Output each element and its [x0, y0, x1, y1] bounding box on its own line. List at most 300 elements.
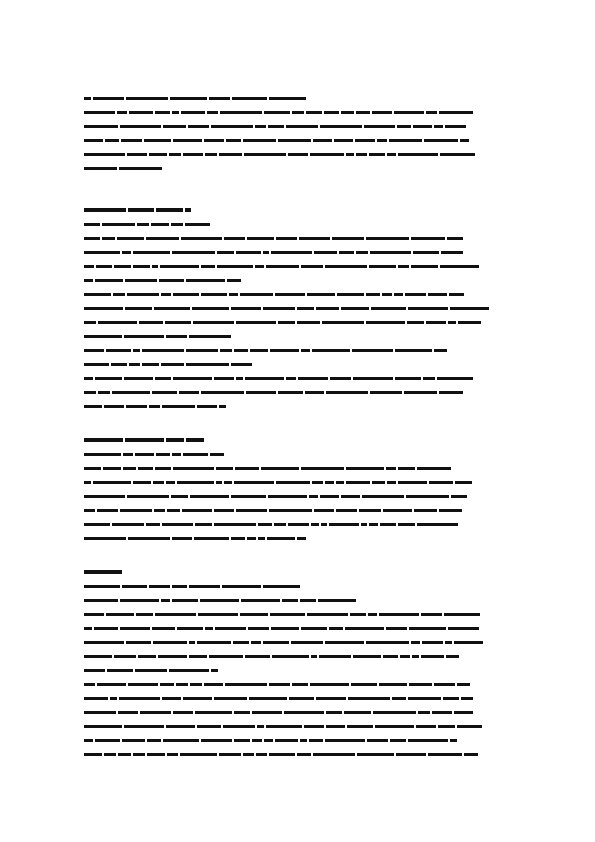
- text-word: [321, 523, 327, 526]
- text-word: [348, 697, 390, 700]
- text-word: [155, 377, 171, 380]
- text-word: [444, 613, 480, 616]
- text-word: [461, 697, 473, 700]
- text-word: [214, 377, 234, 380]
- text-word: [351, 683, 377, 686]
- text-word: [84, 391, 96, 394]
- text-word: [162, 405, 195, 408]
- text-word: [394, 293, 403, 296]
- text-word: [138, 655, 156, 658]
- text-word: [398, 523, 415, 526]
- text-word: [84, 585, 120, 588]
- text-word: [172, 537, 192, 540]
- text-word: [234, 711, 250, 714]
- text-word: [84, 307, 123, 310]
- text-word: [270, 349, 299, 352]
- text-word: [231, 495, 266, 498]
- text-word: [341, 495, 360, 498]
- text-word: [316, 307, 339, 310]
- text-word: [205, 153, 217, 156]
- text-word: [322, 321, 364, 324]
- text-word: [457, 683, 470, 686]
- paragraph-line: [84, 724, 514, 728]
- text-word: [326, 711, 342, 714]
- text-word: [193, 321, 234, 324]
- text-word: [235, 467, 259, 470]
- text-word: [224, 481, 232, 484]
- text-word: [275, 739, 298, 742]
- text-word: [236, 377, 243, 380]
- text-word: [236, 509, 267, 512]
- text-word: [383, 655, 398, 658]
- text-word: [451, 495, 467, 498]
- text-word: [227, 279, 241, 282]
- text-word: [278, 321, 295, 324]
- text-word: [84, 655, 112, 658]
- text-word: [379, 683, 407, 686]
- text-word: [252, 711, 282, 714]
- text-word: [320, 125, 362, 128]
- text-word: [268, 495, 307, 498]
- text-word: [195, 523, 212, 526]
- text-word: [371, 307, 406, 310]
- text-word: [183, 697, 212, 700]
- text-word: [263, 585, 300, 588]
- text-word: [209, 655, 243, 658]
- text-word: [421, 613, 442, 616]
- text-word: [84, 509, 95, 512]
- paragraph-line: [84, 306, 514, 310]
- text-word: [84, 753, 102, 756]
- text-word: [211, 125, 253, 128]
- paragraph-line: [84, 480, 514, 484]
- text-word: [440, 265, 479, 268]
- text-word: [114, 265, 131, 268]
- text-word: [185, 208, 191, 212]
- text-word: [225, 683, 267, 686]
- text-word: [84, 377, 93, 380]
- text-word: [201, 293, 227, 296]
- text-word: [312, 349, 350, 352]
- text-word: [152, 391, 177, 394]
- text-word: [173, 139, 202, 142]
- text-word: [106, 349, 131, 352]
- text-word: [361, 523, 367, 526]
- text-word: [413, 251, 439, 254]
- text-word: [234, 739, 250, 742]
- text-word: [188, 125, 209, 128]
- text-word: [301, 265, 323, 268]
- text-word: [366, 641, 409, 644]
- text-word: [84, 405, 102, 408]
- text-word: [189, 335, 231, 338]
- text-word: [243, 139, 276, 142]
- text-word: [160, 683, 174, 686]
- text-word: [204, 683, 223, 686]
- text-word: [247, 537, 256, 540]
- text-word: [414, 509, 437, 512]
- text-word: [325, 739, 365, 742]
- text-word: [454, 711, 473, 714]
- text-word: [264, 739, 273, 742]
- text-word: [386, 627, 407, 630]
- text-word: [307, 613, 348, 616]
- text-word: [368, 613, 377, 616]
- text-word: [233, 641, 249, 644]
- text-word: [244, 153, 286, 156]
- text-word: [231, 307, 261, 310]
- text-word: [301, 349, 310, 352]
- text-word: [84, 349, 104, 352]
- text-word: [409, 627, 446, 630]
- text-word: [372, 481, 385, 484]
- text-word: [190, 683, 202, 686]
- text-word: [207, 111, 218, 114]
- text-word: [464, 753, 478, 756]
- text-word: [231, 537, 245, 540]
- text-word: [216, 481, 222, 484]
- text-word: [214, 509, 234, 512]
- text-word: [177, 481, 214, 484]
- text-word: [158, 655, 187, 658]
- text-word: [149, 585, 170, 588]
- text-word: [398, 481, 427, 484]
- text-word: [443, 697, 459, 700]
- text-word: [110, 697, 117, 700]
- text-word: [440, 153, 475, 156]
- text-word: [201, 391, 244, 394]
- text-word: [276, 481, 310, 484]
- text-word: [369, 265, 396, 268]
- text-word: [263, 307, 295, 310]
- text-word: [204, 139, 224, 142]
- text-word: [169, 153, 181, 156]
- text-word: [408, 739, 448, 742]
- text-word: [84, 223, 100, 226]
- text-word: [167, 509, 180, 512]
- text-word: [135, 453, 154, 456]
- text-word: [133, 265, 150, 268]
- text-word: [126, 97, 168, 100]
- text-word: [97, 683, 126, 686]
- text-word: [189, 641, 195, 644]
- paragraph-line: [84, 536, 514, 540]
- text-word: [139, 321, 163, 324]
- text-word: [370, 251, 411, 254]
- text-word: [118, 753, 131, 756]
- text-word: [113, 293, 125, 296]
- text-word: [219, 753, 241, 756]
- text-word: [266, 725, 302, 728]
- text-word: [325, 641, 364, 644]
- text-word: [352, 349, 393, 352]
- text-word: [127, 495, 169, 498]
- text-word: [220, 349, 232, 352]
- text-word: [249, 697, 287, 700]
- text-word: [326, 725, 345, 728]
- text-word: [240, 613, 268, 616]
- paragraph-line: [84, 668, 514, 672]
- text-word: [181, 111, 205, 114]
- text-word: [234, 481, 274, 484]
- text-word: [152, 627, 175, 630]
- subsection-heading: [84, 598, 514, 602]
- text-word: [353, 655, 381, 658]
- text-word: [396, 753, 426, 756]
- text-word: [210, 453, 224, 456]
- text-word: [417, 467, 451, 470]
- text-word: [313, 753, 355, 756]
- text-word: [288, 523, 309, 526]
- text-word: [263, 641, 289, 644]
- text-word: [269, 753, 295, 756]
- text-word: [127, 293, 159, 296]
- text-word: [300, 739, 307, 742]
- text-word: [386, 467, 396, 470]
- text-word: [128, 683, 158, 686]
- text-word: [127, 153, 147, 156]
- text-word: [84, 739, 93, 742]
- text-word: [439, 111, 473, 114]
- text-word: [120, 627, 150, 630]
- text-word: [311, 523, 319, 526]
- text-word: [301, 467, 344, 470]
- text-word: [269, 509, 312, 512]
- text-word: [309, 495, 318, 498]
- text-word: [247, 237, 274, 240]
- paragraph-line: [84, 612, 514, 616]
- text-word: [407, 321, 424, 324]
- text-word: [329, 627, 343, 630]
- text-word: [128, 208, 154, 212]
- text-word: [170, 97, 207, 100]
- text-word: [103, 467, 121, 470]
- section-heading: [84, 438, 514, 442]
- subsection-heading: [84, 452, 514, 456]
- paragraph-line: [84, 110, 514, 114]
- text-word: [372, 111, 392, 114]
- text-word: [133, 349, 140, 352]
- text-word: [395, 349, 432, 352]
- text-word: [424, 139, 458, 142]
- text-word: [186, 438, 204, 442]
- text-word: [243, 753, 254, 756]
- text-word: [305, 391, 324, 394]
- text-word: [418, 711, 430, 714]
- text-word: [439, 509, 462, 512]
- text-word: [176, 683, 188, 686]
- text-word: [84, 438, 123, 442]
- text-word: [183, 153, 203, 156]
- text-word: [217, 251, 234, 254]
- text-word: [111, 363, 127, 366]
- text-word: [197, 405, 217, 408]
- text-word: [271, 251, 312, 254]
- text-word: [306, 111, 322, 114]
- text-word: [240, 293, 273, 296]
- text-word: [284, 711, 324, 714]
- text-word: [125, 279, 157, 282]
- text-word: [269, 97, 306, 100]
- text-word: [347, 725, 373, 728]
- text-word: [122, 251, 131, 254]
- text-word: [344, 711, 371, 714]
- text-word: [458, 321, 481, 324]
- text-word: [155, 111, 170, 114]
- text-word: [197, 725, 221, 728]
- text-word: [258, 537, 265, 540]
- text-word: [201, 265, 215, 268]
- text-word: [276, 237, 297, 240]
- text-word: [226, 139, 241, 142]
- text-word: [173, 467, 214, 470]
- text-word: [416, 725, 436, 728]
- text-word: [411, 265, 438, 268]
- text-word: [325, 481, 334, 484]
- text-word: [162, 697, 181, 700]
- text-word: [421, 655, 444, 658]
- text-word: [426, 321, 446, 324]
- text-word: [147, 739, 161, 742]
- text-word: [245, 377, 284, 380]
- section-gap: [84, 418, 514, 438]
- text-word: [138, 467, 153, 470]
- text-word: [84, 697, 108, 700]
- text-word: [172, 251, 215, 254]
- text-word: [186, 363, 229, 366]
- text-word: [359, 509, 381, 512]
- text-word: [192, 307, 229, 310]
- text-word: [182, 509, 212, 512]
- text-word: [413, 125, 432, 128]
- text-word: [119, 167, 162, 170]
- text-word: [172, 599, 198, 602]
- text-word: [310, 683, 349, 686]
- text-word: [245, 655, 270, 658]
- text-word: [189, 655, 207, 658]
- text-word: [142, 363, 159, 366]
- text-word: [380, 523, 396, 526]
- text-word: [98, 391, 110, 394]
- text-word: [311, 655, 317, 658]
- text-word: [422, 641, 443, 644]
- text-word: [350, 613, 366, 616]
- document-body: [84, 96, 514, 766]
- text-word: [102, 237, 115, 240]
- text-word: [330, 377, 351, 380]
- text-word: [171, 223, 183, 226]
- text-word: [369, 523, 378, 526]
- text-word: [266, 265, 299, 268]
- text-word: [312, 481, 323, 484]
- text-word: [373, 711, 416, 714]
- text-word: [406, 495, 449, 498]
- text-word: [426, 111, 437, 114]
- text-word: [222, 585, 261, 588]
- text-word: [408, 307, 448, 310]
- text-word: [329, 523, 359, 526]
- text-word: [270, 613, 305, 616]
- text-word: [460, 139, 469, 142]
- text-word: [106, 613, 134, 616]
- text-word: [356, 251, 368, 254]
- text-word: [292, 111, 304, 114]
- text-word: [297, 321, 320, 324]
- text-word: [255, 265, 264, 268]
- text-word: [313, 139, 332, 142]
- text-word: [84, 537, 126, 540]
- text-word: [236, 321, 276, 324]
- text-word: [288, 153, 308, 156]
- text-word: [159, 279, 184, 282]
- text-word: [214, 697, 247, 700]
- text-word: [95, 279, 123, 282]
- paragraph-line: [84, 682, 514, 686]
- text-word: [320, 495, 339, 498]
- text-word: [250, 349, 268, 352]
- intro-first-line: [84, 96, 514, 100]
- text-word: [129, 111, 153, 114]
- text-word: [84, 279, 93, 282]
- text-word: [112, 523, 144, 526]
- text-word: [282, 599, 298, 602]
- text-word: [209, 97, 230, 100]
- text-word: [147, 753, 165, 756]
- paragraph-line: [84, 236, 514, 240]
- text-word: [437, 377, 473, 380]
- text-word: [405, 293, 426, 296]
- text-word: [297, 307, 314, 310]
- paragraph-line: [84, 166, 514, 170]
- text-word: [84, 683, 95, 686]
- text-word: [255, 125, 266, 128]
- text-word: [357, 753, 394, 756]
- text-word: [278, 391, 303, 394]
- text-word: [155, 613, 196, 616]
- text-word: [448, 321, 456, 324]
- text-word: [167, 753, 178, 756]
- text-word: [300, 599, 316, 602]
- text-word: [84, 335, 122, 338]
- text-word: [395, 377, 421, 380]
- text-word: [353, 377, 393, 380]
- paragraph-line: [84, 334, 514, 338]
- text-word: [364, 125, 395, 128]
- paragraph-line: [84, 494, 514, 498]
- text-word: [133, 481, 151, 484]
- text-word: [84, 725, 122, 728]
- text-word: [434, 125, 443, 128]
- text-word: [346, 153, 354, 156]
- text-word: [98, 321, 137, 324]
- text-word: [126, 641, 151, 644]
- text-word: [172, 111, 179, 114]
- text-word: [84, 641, 124, 644]
- text-word: [186, 279, 225, 282]
- paragraph-line: [84, 522, 514, 526]
- text-word: [122, 739, 145, 742]
- text-word: [84, 265, 94, 268]
- paragraph-line: [84, 404, 514, 408]
- text-word: [173, 377, 212, 380]
- text-word: [423, 377, 435, 380]
- text-word: [195, 711, 232, 714]
- text-word: [411, 237, 445, 240]
- text-word: [197, 641, 231, 644]
- text-word: [166, 725, 195, 728]
- text-word: [309, 739, 323, 742]
- text-word: [336, 509, 357, 512]
